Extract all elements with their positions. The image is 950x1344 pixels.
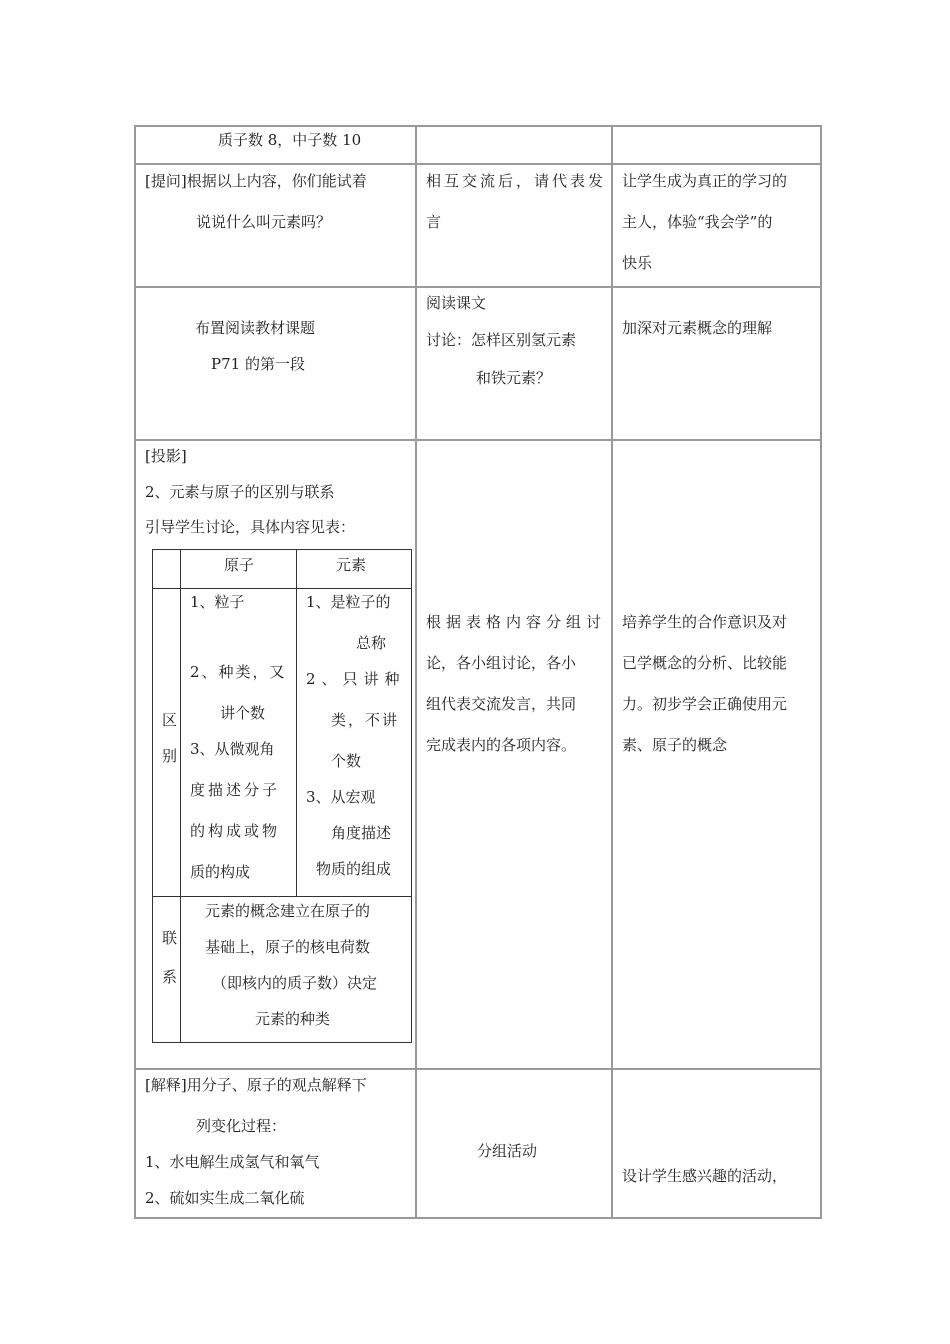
inner-elem-1a: 1、是粒子的 (306, 593, 391, 611)
row2-col3-line3: 快乐 (622, 254, 653, 272)
inner-elem-2b: 类，不讲 (331, 711, 400, 729)
row4-col3-line1: 培养学生的合作意识及对 (622, 613, 788, 631)
inner-link-4: 元素的种类 (255, 1010, 331, 1028)
inner-diff-label-2: 别 (162, 747, 178, 765)
inner-elem-3c: 物质的组成 (316, 860, 392, 878)
row5-col2-line1: 分组活动 (477, 1142, 538, 1160)
row4-col3-line2: 已学概念的分析、比较能 (622, 654, 788, 672)
inner-elem-2c: 个数 (331, 752, 362, 770)
row3-col2-line2: 讨论：怎样区别氢元素 (426, 331, 577, 349)
row5-col3-line1: 设计学生感兴趣的活动， (622, 1167, 788, 1185)
row2-col3-line1: 让学生成为真正的学习的 (622, 172, 788, 190)
inner-row-divider (152, 896, 412, 897)
row3-col1-line2: P71 的第一段 (211, 355, 305, 373)
inner-link-label-1: 联 (162, 929, 178, 947)
inner-elem-3b: 角度描述 (331, 824, 392, 842)
row-divider (134, 286, 822, 288)
row3-col2-line1: 阅读课文 (426, 294, 487, 312)
row-divider (134, 439, 822, 441)
inner-header-element: 元素 (336, 556, 367, 574)
inner-atom-1: 1、粒子 (190, 593, 245, 611)
inner-elem-1b: 总称 (356, 634, 387, 652)
row3-col3-line1: 加深对元素概念的理解 (622, 319, 773, 337)
inner-elem-3a: 3、从宏观 (306, 788, 376, 806)
row5-col1-line3: 1、水电解生成氢气和氧气 (145, 1153, 320, 1171)
inner-atom-3b: 度描述分子 (190, 781, 281, 799)
inner-atom-3c: 的构成或物 (190, 822, 281, 840)
row2-col1-line1: [提问]根据以上内容，你们能试着 (145, 172, 367, 190)
inner-atom-3d: 质的构成 (190, 863, 251, 881)
row-divider (134, 1068, 822, 1070)
row1-col1-text: 质子数 8，中子数 10 (218, 131, 362, 149)
row3-col2-line3: 和铁元素？ (476, 369, 552, 387)
inner-link-2: 基础上，原子的核电荷数 (205, 938, 371, 956)
inner-link-3: （即核内的质子数）决定 (212, 974, 378, 992)
column-divider (611, 125, 613, 1219)
inner-diff-label-1: 区 (162, 711, 178, 729)
row4-col1-line2: 2、元素与原子的区别与联系 (145, 483, 335, 501)
row4-col2-line2: 论，各小组讨论，各小 (426, 654, 577, 672)
row4-col2-line4: 完成表内的各项内容。 (426, 736, 577, 754)
column-divider (415, 125, 417, 1219)
row2-col2-line1: 相互交流后，请代表发 (426, 172, 607, 190)
inner-elem-2a: 2、只讲种 (306, 670, 406, 688)
row5-col1-line1: [解释]用分子、原子的观点解释下 (145, 1076, 367, 1094)
inner-column-divider (180, 549, 181, 1043)
inner-atom-3a: 3、从微观角 (190, 740, 275, 758)
row4-col3-line4: 素、原子的概念 (622, 736, 728, 754)
inner-row-divider (152, 588, 412, 589)
inner-link-label-2: 系 (162, 968, 178, 986)
inner-header-atom: 原子 (224, 556, 255, 574)
inner-atom-2b: 讲个数 (220, 704, 266, 722)
inner-column-divider (296, 549, 297, 588)
inner-atom-2a: 2、种类，又 (190, 663, 287, 681)
row-divider (134, 163, 822, 165)
row4-col1-line3: 引导学生讨论，具体内容见表： (145, 518, 356, 536)
row2-col3-line2: 主人，体验“我会学”的 (622, 213, 773, 231)
row2-col2-line2: 言 (426, 213, 442, 231)
inner-column-divider (296, 588, 297, 896)
row4-col3-line3: 力。初步学会正确使用元 (622, 695, 788, 713)
row2-col1-line2: 说说什么叫元素吗？ (196, 213, 332, 231)
row5-col1-line2: 列变化过程： (196, 1117, 287, 1135)
row3-col1-line1: 布置阅读教材课题 (195, 319, 316, 337)
row5-col1-line4: 2、硫如实生成二氧化硫 (145, 1189, 305, 1207)
row4-col2-line1: 根据表格内容分组讨 (426, 613, 607, 631)
row4-col2-line3: 组代表交流发言，共同 (426, 695, 577, 713)
row4-col1-line1: [投影] (145, 447, 187, 465)
inner-link-1: 元素的概念建立在原子的 (205, 902, 371, 920)
